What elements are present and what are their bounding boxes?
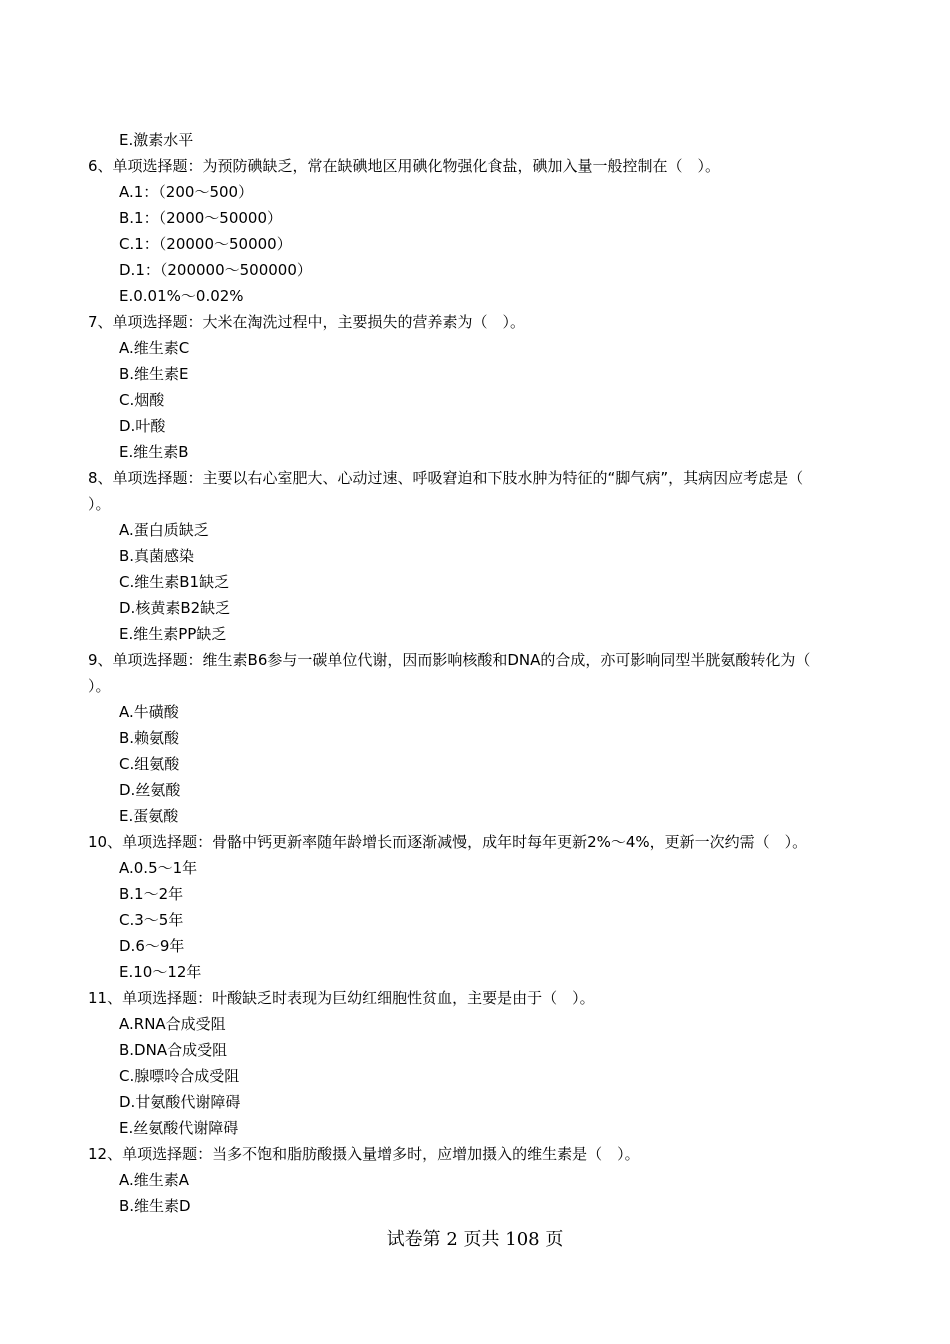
answer-option: D.甘氨酸代谢障碍 [119, 1093, 241, 1111]
answer-option: D.叶酸 [119, 417, 166, 435]
answer-option: B.DNA合成受阻 [119, 1041, 228, 1059]
question-text: ）。 [88, 677, 111, 695]
answer-option: B.1～2年 [119, 885, 184, 903]
question-text: 11、单项选择题：叶酸缺乏时表现为巨幼红细胞性贫血，主要是由于（ ）。 [88, 989, 595, 1007]
answer-option: D.1：（200000～500000） [119, 261, 312, 279]
answer-option: A.蛋白质缺乏 [119, 521, 209, 539]
page-footer: 试卷第 2 页共 108 页 [386, 1229, 564, 1250]
question-text: 6、单项选择题：为预防碘缺乏，常在缺碘地区用碘化物强化食盐，碘加入量一般控制在（ ）。 [88, 157, 721, 175]
answer-option: A.1：（200～500） [119, 183, 254, 201]
question-text: 12、单项选择题：当多不饱和脂肪酸摄入量增多时，应增加摄入的维生素是（ ）。 [88, 1145, 640, 1163]
answer-option: E.丝氨酸代谢障碍 [119, 1119, 239, 1137]
answer-option: A.维生素A [119, 1171, 190, 1189]
answer-option: E.维生素PP缺乏 [119, 625, 227, 643]
answer-option: B.维生素E [119, 365, 189, 383]
answer-option: D.核黄素B2缺乏 [119, 599, 231, 617]
answer-option: E.蛋氨酸 [119, 807, 179, 825]
answer-option: C.1：（20000～50000） [119, 235, 292, 253]
question-text: ）。 [88, 495, 111, 513]
answer-option: A.RNA合成受阻 [119, 1015, 226, 1033]
answer-option: C.3～5年 [119, 911, 184, 929]
answer-option: C.维生素B1缺乏 [119, 573, 230, 591]
answer-option: E.10～12年 [119, 963, 202, 981]
answer-option: C.腺嘌呤合成受阻 [119, 1067, 240, 1085]
question-text: 8、单项选择题：主要以右心室肥大、心动过速、呼吸窘迫和下肢水肿为特征的“脚气病”，其病因应考虑是（ [88, 469, 804, 487]
answer-option: C.组氨酸 [119, 755, 180, 773]
answer-option: C.烟酸 [119, 391, 165, 409]
answer-option: D.6～9年 [119, 937, 185, 955]
answer-option: E.0.01%～0.02% [119, 287, 244, 305]
answer-option: E.维生素B [119, 443, 189, 461]
question-text: 9、单项选择题：维生素B6参与一碳单位代谢，因而影响核酸和DNA的合成，亦可影响同型半胱氨酸转化为（ [88, 651, 811, 669]
answer-option: B.1：（2000～50000） [119, 209, 282, 227]
answer-option: A.牛磺酸 [119, 703, 179, 721]
answer-option: B.赖氨酸 [119, 729, 180, 747]
answer-option: A.维生素C [119, 339, 190, 357]
answer-option: B.维生素D [119, 1197, 191, 1215]
question-text: 10、单项选择题：骨骼中钙更新率随年龄增长而逐渐减慢，成年时每年更新2%～4%，更新一次约需（ ）。 [88, 833, 808, 851]
question-list [88, 127, 878, 1219]
answer-option: A.0.5～1年 [119, 859, 198, 877]
question-text: 7、单项选择题：大米在淘洗过程中，主要损失的营养素为（ ）。 [88, 313, 526, 331]
answer-option: B.真菌感染 [119, 547, 195, 565]
answer-option: E.激素水平 [119, 131, 194, 149]
answer-option: D.丝氨酸 [119, 781, 181, 799]
